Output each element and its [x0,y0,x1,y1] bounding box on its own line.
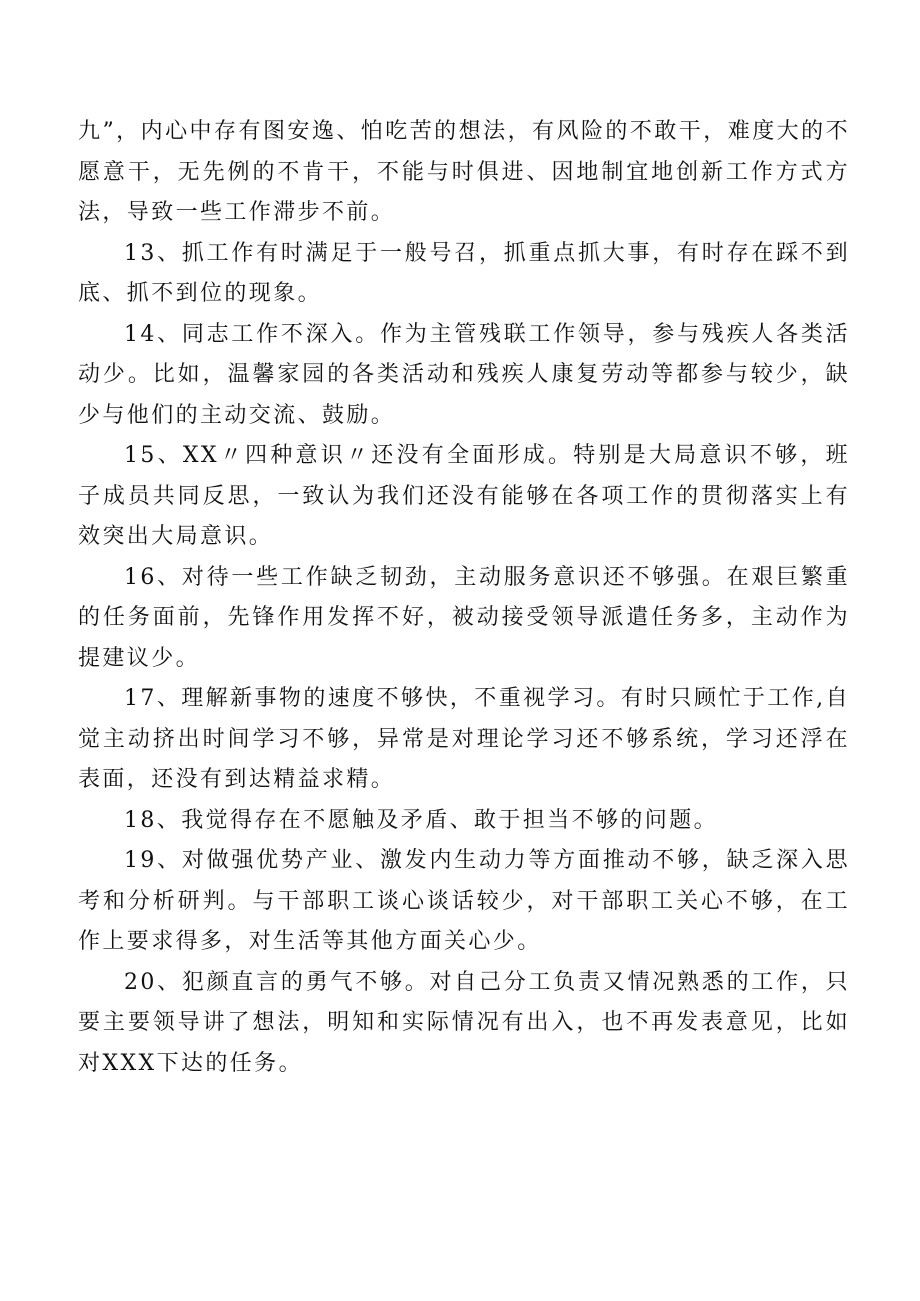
paragraph-item-19: 19、对做强优势产业、激发内生动力等方面推动不够，缺乏深入思考和分析研判。与干部职工谈心谈话较少，对干部职工关心不够，在工作上要求得多，对生活等其他方面关心少。 [78,848,850,954]
paragraph-continuation: 九”，内心中存有图安逸、怕吃苦的想法，有风险的不敢干，难度大的不愿意干，无先例的不肯干，不能与时俱进、因地制宜地创新工作方式方法，导致一些工作滞步不前。 [78,119,850,225]
paragraph-item-18: 18、我觉得存在不愿触及矛盾、敢于担当不够的问题。 [124,807,718,833]
document-body [78,112,850,1084]
paragraph-item-15: 15、XX〃四种意识〃还没有全面形成。特别是大局意识不够，班子成员共同反思，一致认为我们还没有能够在各项工作的贯彻落实上有效突出大局意识。 [78,443,850,549]
paragraph-item-20: 20、犯颜直言的勇气不够。对自己分工负责又情况熟悉的工作，只要主要领导讲了想法，明知和实际情况有出入，也不再发表意见，比如对XXX下达的任务。 [78,969,850,1076]
paragraph-item-14: 14、同志工作不深入。作为主管残联工作领导，参与残疾人各类活动少。比如，温馨家园的各类活动和残疾人康复劳动等都参与较少，缺少与他们的主动交流、鼓励。 [78,321,850,428]
paragraph-item-13: 13、抓工作有时满足于一般号召，抓重点抓大事，有时存在踩不到底、抓不到位的现象。 [78,240,850,306]
paragraph-item-17: 17、理解新事物的速度不够快，不重视学习。有时只顾忙于工作,自觉主动挤出时间学习不够，异常是对理论学习还不够系统，学习还浮在表面，还没有到达精益求精。 [78,686,850,792]
paragraph-item-16: 16、对待一些工作缺乏韧劲，主动服务意识还不够强。在艰巨繁重的任务面前，先锋作用发挥不好，被动接受领导派遣任务多，主动作为提建议少。 [78,564,850,671]
